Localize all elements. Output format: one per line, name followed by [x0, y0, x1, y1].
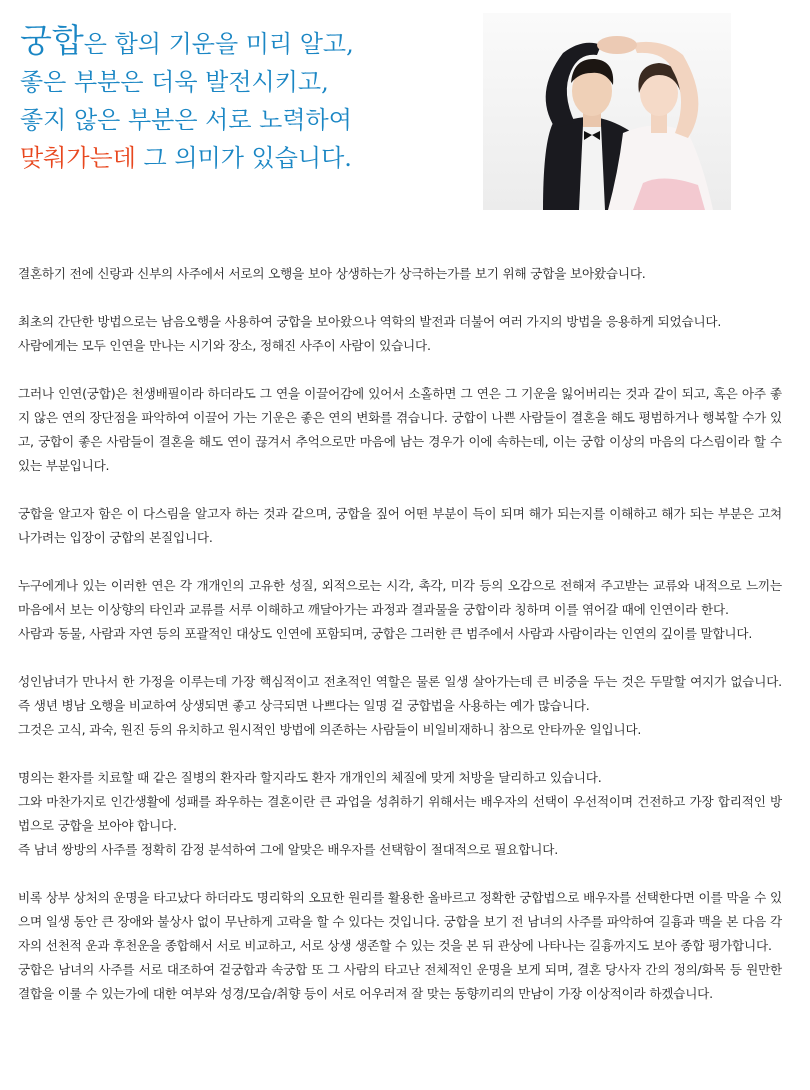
paragraph-text: 궁합을 알고자 함은 이 다스림을 알고자 하는 것과 같으며, 궁합을 짚어 어떤 부분이 득이 되며 해가 되는지를 이해하고 해가 되는 부분은 고쳐 나가려는 입장이 궁합의 본질입니다. — [18, 506, 782, 545]
paragraph — [18, 502, 782, 550]
paragraph — [18, 766, 782, 862]
paragraph-text: 성인남녀가 만나서 한 가정을 이루는데 가장 핵심적이고 전초적인 역할은 물론 일생 살아가는데 큰 비중을 두는 것은 두말할 여지가 없습니다. 즉 생년 병남 오행을 비교하여 상생되면 좋고 상극되면 나쁘다는 일명 겉 궁합법을 사용하는 예가 많습니다. — [18, 674, 782, 713]
paragraph-text: 그것은 고식, 과숙, 원진 등의 유치하고 원시적인 방법에 의존하는 사람들이 비일비재하니 참으로 안타까운 일입니다. — [18, 722, 642, 737]
paragraph-text: 결혼하기 전에 신랑과 신부의 사주에서 서로의 오행을 보아 상생하는가 상극하는가를 보기 위해 궁합을 보아왔습니다. — [18, 266, 646, 281]
hero-highlight: 맞춰가는데 — [20, 144, 136, 172]
paragraph-text: 사람과 동물, 사람과 자연 등의 포괄적인 대상도 인연에 포함되며, 궁합은 그러한 큰 범주에서 사람과 사람이라는 인연의 깊이를 말합니다. — [18, 626, 753, 641]
paragraph — [18, 382, 782, 478]
article-body — [18, 262, 782, 1030]
paragraph — [18, 886, 782, 1006]
paragraph-text: 누구에게나 있는 이러한 연은 각 개개인의 고유한 성질, 외적으로는 시각, 촉각, 미각 등의 오감으로 전해져 주고받는 교류와 내적으로 느끼는 마음에서 보는 이상향의 타인과 교류를 서루 이해하고 깨달아가는 과정과 결과물을 궁합이라 칭하며 이를 엮어갈 때에 인연이라 한다. — [18, 578, 782, 617]
hero-line-4-text: 그 의미가 있습니다. — [135, 144, 352, 172]
paragraph-text: 비록 상부 상처의 운명을 타고났다 하더라도 명리학의 오묘한 원리를 활용한 올바르고 정확한 궁합법으로 배우자를 선택한다면 이를 막을 수 있으며 일생 동안 큰 장애와 불상사 없이 무난하게 고락을 할 수 있다는 것입니다. 궁합을 보기 전 남녀의 사주를 파악하여 길흉과 맥을 본 다음 각자의 선천적 운과 후천운을 종합해서 서로 비교하고, 서로 상생 생존할 수 있는 것을 본 뒤 관상에 나타나는 길흉까지도 보아 종합 평가합니다. — [18, 890, 782, 953]
hero-section — [0, 0, 810, 230]
paragraph-text: 사람에게는 모두 인연을 만나는 시기와 장소, 정해진 사주이 사람이 있습니다. — [18, 338, 431, 353]
hero-line-3: 좋지 않은 부분은 서로 노력하여 — [20, 106, 352, 134]
paragraph-text: 그와 마찬가지로 인간생활에 성패를 좌우하는 결혼이란 큰 과업을 성취하기 위해서는 배우자의 선택이 우선적이며 건전하고 가장 합리적인 방법으로 궁합을 보아야 합니다. — [18, 794, 782, 833]
paragraph — [18, 574, 782, 646]
paragraph-text: 궁합은 남녀의 사주를 서로 대조하여 겉궁합과 속궁합 또 그 사람의 타고난 전체적인 운명을 보게 되며, 결혼 당사자 간의 정의/화목 등 원만한 결합을 이룰 수 있는가에 대한 여부와 성경/모습/취향 등이 서로 어우러져 잘 맞는 동향끼리의 만남이 가장 이상적이라 하겠습니다. — [18, 962, 782, 1001]
couple-photo — [483, 13, 731, 210]
hero-line-1-text: 은 합의 기운을 미리 알고, — [83, 30, 354, 58]
paragraph — [18, 310, 782, 358]
paragraph-text: 명의는 환자를 치료할 때 같은 질병의 환자라 할지라도 환자 개개인의 체질에 맞게 처방을 달리하고 있습니다. — [18, 770, 602, 785]
couple-illustration — [483, 13, 731, 210]
paragraph-text: 즉 남녀 쌍방의 사주를 정확히 감정 분석하여 그에 알맞은 배우자를 선택함이 절대적으로 필요합니다. — [18, 842, 559, 857]
hero-heading — [20, 22, 354, 177]
paragraph — [18, 670, 782, 742]
paragraph-text: 그러나 인연(궁합)은 천생배필이라 하더라도 그 연을 이끌어감에 있어서 소홀하면 그 연은 그 기운을 잃어버리는 것과 같이 되고, 혹은 아주 좋지 않은 연의 장단점을 파악하여 이끌어 가는 기운은 좋은 연의 변화를 겪습니다. 궁합이 나쁜 사람들이 결혼을 해도 평범하거나 행복할 수가 있고, 궁합이 좋은 사람들이 결혼을 해도 연이 끊겨서 추억으로만 마음에 남는 경우가 이에 속하는데, 이는 궁합 이상의 마음의 다스림이라 할 수 있는 부분입니다. — [18, 386, 782, 473]
hero-line-2: 좋은 부분은 더욱 발전시키고, — [20, 68, 329, 96]
hero-line-4 — [20, 139, 354, 177]
hero-line-1 — [20, 22, 354, 63]
paragraph — [18, 262, 782, 286]
hero-keyword: 궁합 — [20, 21, 84, 60]
paragraph-text: 최초의 간단한 방법으로는 남음오행을 사용하여 궁합을 보아왔으나 역학의 발전과 더불어 여러 가지의 방법을 응용하게 되었습니다. — [18, 314, 722, 329]
